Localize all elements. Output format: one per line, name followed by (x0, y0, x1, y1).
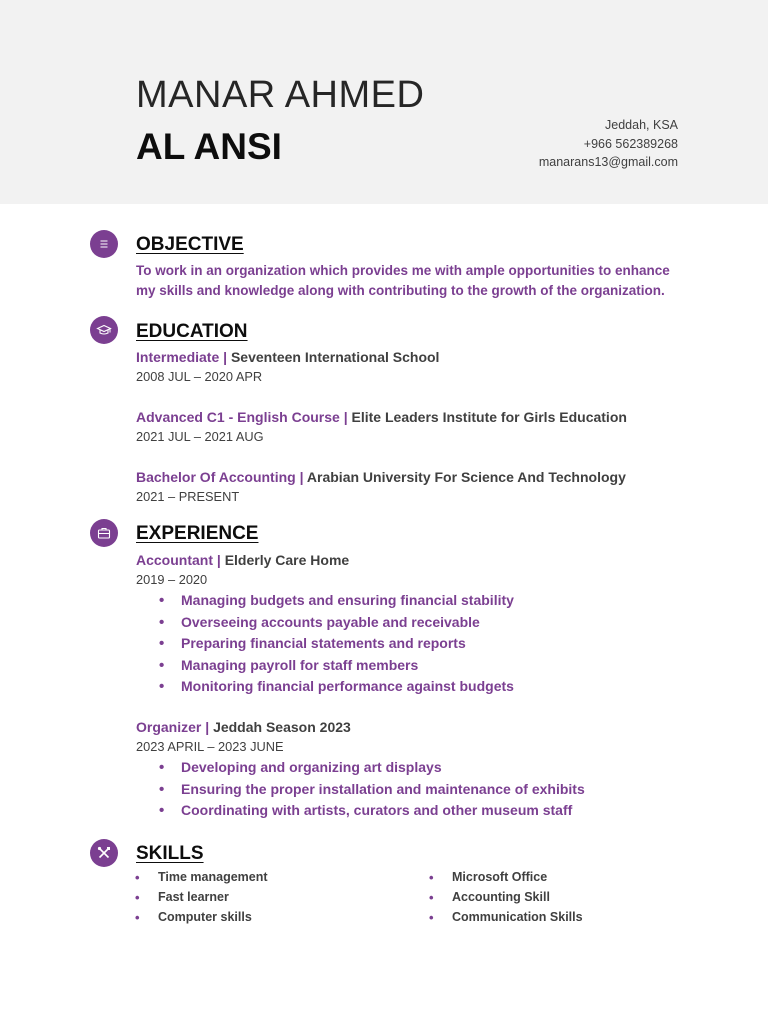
experience-company: Jeddah Season 2023 (213, 719, 351, 735)
experience-entry-title (136, 550, 349, 570)
education-entry-title (136, 467, 626, 487)
skills-list-left (135, 868, 268, 927)
contact-location: Jeddah, KSA (605, 118, 678, 132)
education-school: Arabian University For Science And Technology (306, 469, 626, 485)
separator: | (343, 409, 352, 425)
contact-email: manarans13@gmail.com (538, 155, 678, 169)
skill-item: • Computer skills (135, 908, 268, 928)
list-item: • Managing payroll for staff members (159, 655, 514, 677)
last-name: AL ANSI (136, 126, 282, 167)
skill-item: • Accounting Skill (429, 888, 583, 908)
objective-heading: OBJECTIVE (136, 234, 244, 255)
experience-dates: 2019 – 2020 (136, 572, 208, 587)
education-school: Seventeen International School (230, 349, 440, 365)
education-dates: 2008 JUL – 2020 APR (136, 369, 263, 384)
skill-item: • Microsoft Office (429, 868, 583, 888)
education-heading: EDUCATION (136, 321, 248, 342)
briefcase-icon (90, 519, 118, 547)
experience-heading: EXPERIENCE (136, 523, 259, 544)
education-degree: Bachelor Of Accounting (136, 469, 296, 485)
list-item: • Developing and organizing art displays (159, 757, 585, 779)
experience-duties-list (159, 590, 514, 698)
contact-info (539, 116, 678, 172)
experience-dates: 2023 APRIL – 2023 JUNE (136, 739, 284, 754)
experience-duties-list (159, 757, 585, 822)
education-entry-title (136, 347, 439, 367)
separator: | (201, 719, 214, 735)
education-entry-title (136, 407, 627, 427)
graduation-cap-icon (90, 316, 118, 344)
list-item: • Ensuring the proper installation and maintenance of exhibits (159, 779, 585, 801)
experience-company: Elderly Care Home (224, 552, 350, 568)
experience-role: Organizer (136, 719, 202, 735)
separator: | (213, 552, 225, 568)
education-degree: Advanced C1 - English Course (136, 409, 344, 425)
list-item: • Overseeing accounts payable and receivable (159, 612, 514, 634)
education-degree: Intermediate (136, 349, 220, 365)
objective-text: To work in an organization which provides me with ample opportunities to enhance my skills and knowledge along with contributing to the growth of the organization. (136, 263, 670, 298)
list-item: • Preparing financial statements and reports (159, 633, 514, 655)
skills-heading: SKILLS (136, 843, 204, 864)
separator: | (219, 349, 231, 365)
education-school: Elite Leaders Institute for Girls Education (351, 409, 627, 425)
skill-item: • Fast learner (135, 888, 268, 908)
skill-item: • Time management (135, 868, 268, 888)
first-name: MANAR AHMED (136, 74, 425, 116)
experience-entry-title (136, 717, 351, 737)
contact-phone: +966 562389268 (583, 136, 678, 151)
list-item: • Coordinating with artists, curators and other museum staff (159, 800, 585, 822)
list-item: • Managing budgets and ensuring financial stability (159, 590, 514, 612)
skill-item: • Communication Skills (429, 908, 583, 928)
tools-icon (90, 839, 118, 867)
education-dates: 2021 JUL – 2021 AUG (136, 429, 264, 444)
list-item: • Monitoring financial performance against budgets (159, 676, 514, 698)
skills-list-right (429, 868, 583, 927)
separator: | (295, 469, 307, 485)
list-icon (90, 230, 118, 258)
experience-role: Accountant (136, 552, 213, 568)
education-dates: 2021 – PRESENT (136, 489, 240, 504)
